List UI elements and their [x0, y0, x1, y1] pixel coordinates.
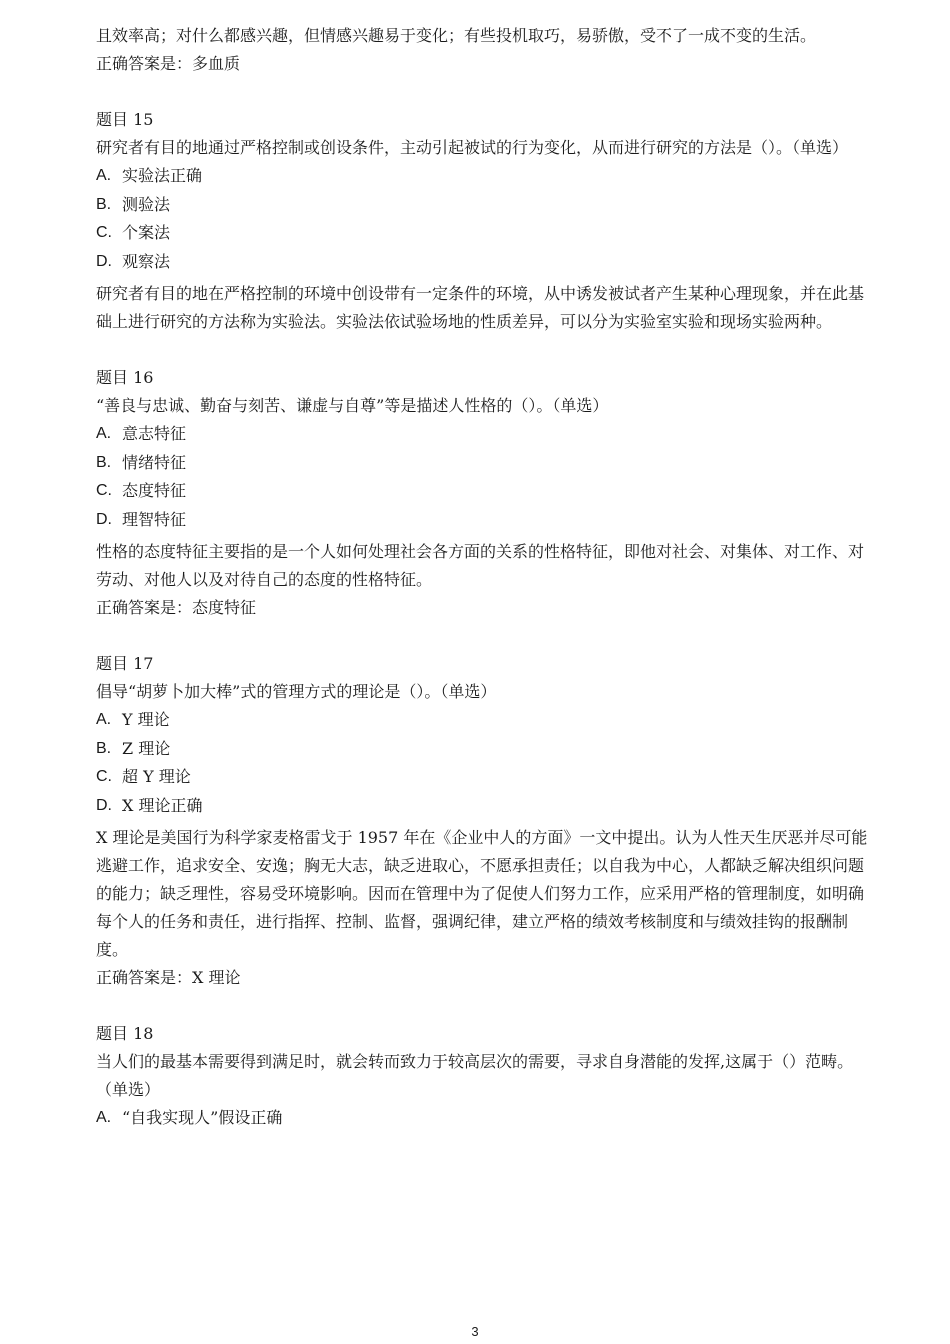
explanation: 研究者有目的地在严格控制的环境中创设带有一定条件的环境，从中诱发被试者产生某种心理现象，并在此基础上进行研究的方法称为实验法。实验法依试验场地的性质差异，可以分为实验室实验和现场实验两种。 [96, 284, 865, 331]
option-text: Y 理论 [122, 710, 170, 729]
question-17 [96, 650, 876, 992]
option-text: “自我实现人”假设正确 [122, 1108, 283, 1127]
explanation: X 理论是美国行为科学家麦格雷戈于 1957 年在《企业中人的方面》一文中提出。认为人性天生厌恶并尽可能逃避工作，追求安全、安逸；胸无大志，缺乏进取心，不愿承担责任；以自我为中心，人都缺乏解决组织问题的能力；缺乏理性，容易受环境影响。因而在管理中为了促使人们努力工作，应采用严格的管理制度，如明确每个人的任务和责任，进行指挥、控制、监督，强调纪律，建立严格的绩效考核制度和与绩效挂钩的报酬制度。 [96, 828, 868, 959]
question-15 [96, 106, 876, 336]
option-text: 态度特征 [122, 481, 187, 500]
option-text: X 理论正确 [122, 795, 203, 815]
question-stem: “善良与忠诚、勤奋与刻苦、谦虚与自尊”等是描述人性格的（）。（单选） [96, 396, 609, 415]
question-stem: 当人们的最基本需要得到满足时，就会转而致力于较高层次的需要，寻求自身潜能的发挥,这属于（）范畴。（单选） [96, 1052, 854, 1099]
question-title: 题目 15 [96, 110, 154, 129]
option-c [96, 477, 876, 506]
option-d [96, 506, 876, 535]
question-16 [96, 364, 876, 622]
option-text: 超 Y 理论 [122, 767, 191, 786]
option-text: 理智特征 [122, 509, 187, 529]
intro-text: 且效率高；对什么都感兴趣，但情感兴趣易于变化；有些投机取巧，易骄傲，受不了一成不变的生活。 [96, 26, 817, 45]
question-stem: 研究者有目的地通过严格控制或创设条件，主动引起被试的行为变化，从而进行研究的方法是（）。（单选） [96, 138, 849, 157]
question-18 [96, 1020, 876, 1133]
option-letter: D. [96, 510, 112, 528]
option-letter: A. [96, 425, 112, 442]
option-text: 观察法 [122, 251, 171, 271]
option-b [96, 191, 876, 220]
document-page [96, 22, 876, 1133]
option-letter: B. [96, 453, 112, 471]
option-letter: A. [96, 711, 112, 728]
option-text: 意志特征 [122, 424, 187, 443]
option-a [96, 1104, 876, 1133]
option-a [96, 706, 876, 735]
option-letter: B. [96, 195, 112, 213]
question-title: 题目 18 [96, 1024, 154, 1043]
option-c [96, 763, 876, 792]
option-letter: C. [96, 482, 112, 499]
option-text: 个案法 [122, 223, 171, 242]
page-number: 3 [471, 1324, 479, 1339]
correct-answer: 正确答案是：X 理论 [96, 968, 241, 987]
option-letter: C. [96, 224, 112, 241]
option-letter: D. [96, 252, 112, 270]
option-text: Z 理论 [122, 738, 171, 758]
option-text: 实验法正确 [122, 166, 203, 185]
option-letter: A. [96, 1109, 112, 1126]
option-d [96, 792, 876, 821]
option-c [96, 219, 876, 248]
correct-answer: 正确答案是：态度特征 [96, 598, 257, 617]
option-letter: D. [96, 796, 112, 814]
option-letter: B. [96, 739, 112, 757]
intro-answer: 正确答案是：多血质 [96, 54, 241, 73]
option-d [96, 248, 876, 277]
option-b [96, 735, 876, 764]
option-a [96, 420, 876, 449]
option-text: 测验法 [122, 194, 171, 214]
question-stem: 倡导“胡萝卜加大棒”式的管理方式的理论是（）。（单选） [96, 682, 497, 701]
explanation: 性格的态度特征主要指的是一个人如何处理社会各方面的关系的性格特征，即他对社会、对集体、对工作、对劳动、对他人以及对待自己的态度的性格特征。 [96, 542, 865, 589]
option-b [96, 449, 876, 478]
option-letter: A. [96, 167, 112, 184]
option-letter: C. [96, 768, 112, 785]
question-title: 题目 16 [96, 368, 154, 387]
question-title: 题目 17 [96, 654, 154, 673]
option-text: 情绪特征 [122, 452, 187, 472]
option-a [96, 162, 876, 191]
